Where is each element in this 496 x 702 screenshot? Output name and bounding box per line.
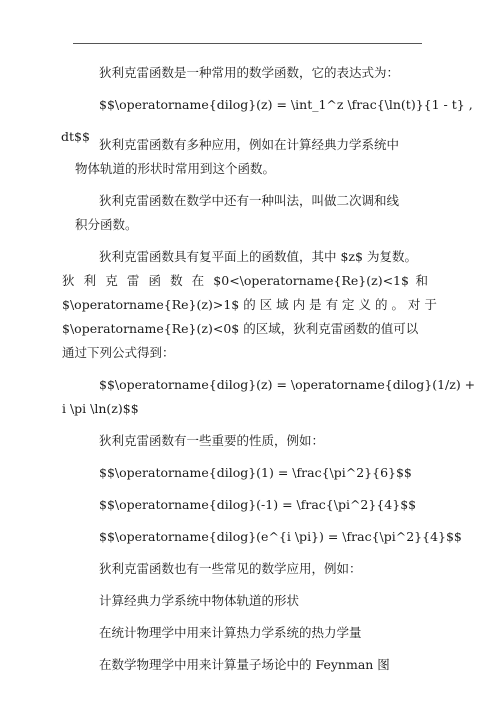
formula-line: $$\operatorname{dilog}(1) = \frac{\pi^2}{6}$$ xyxy=(99,465,412,480)
header-rule xyxy=(73,43,422,44)
formula-line: $$\operatorname{dilog}(e^{i \pi}) = \frac{\pi^2}{4}$$ xyxy=(99,529,462,544)
text-line: 狄利克雷函数有一些重要的性质，例如： xyxy=(99,433,325,448)
text-line: 狄利克雷函数也有一些常见的数学应用，例如： xyxy=(99,561,362,576)
text-line: 物体轨道的形状时常用到这个函数。 xyxy=(75,161,276,176)
text-line: $\operatorname{Re}(z)>1$ 的 区 域 内 是 有 定 义 的 。 对 于 xyxy=(62,297,437,312)
text-line: 狄利克雷函数在数学中还有一种叫法，叫做二次调和线 xyxy=(99,193,400,208)
text-line: $\operatorname{Re}(z)<0$ 的区域，狄利克雷函数的值可以 xyxy=(62,321,419,336)
text-line: 狄利克雷函数具有复平面上的函数值，其中 $z$ 为复数。 xyxy=(99,249,417,264)
formula-line: $$\operatorname{dilog}(-1) = \frac{\pi^2}{4}$$ xyxy=(99,497,417,512)
list-item: 在统计物理学中用来计算热力学系统的热力学量 xyxy=(99,625,362,640)
list-item: 计算经典力学系统中物体轨道的形状 xyxy=(99,593,300,608)
list-item: 在数学物理学中用来计算量子场论中的 Feynman 图 xyxy=(99,657,390,672)
formula-line: dt$$ xyxy=(61,129,90,144)
text-line: 通过下列公式得到： xyxy=(62,345,175,360)
formula-line: i \pi \ln(z)$$ xyxy=(62,401,139,416)
text-line: 积分函数。 xyxy=(75,217,138,232)
text-line: 狄利克雷函数是一种常用的数学函数，它的表达式为： xyxy=(99,65,400,80)
text-line: 狄利克雷函数有多种应用，例如在计算经典力学系统中 xyxy=(99,137,400,152)
formula-line: $$\operatorname{dilog}(z) = \operatorname{dilog}(1/z) + xyxy=(99,377,476,392)
text-line: 狄 利 克 雷 函 数 在 $0<\operatorname{Re}(z)<1$ 和 xyxy=(62,273,428,288)
formula-line: $$\operatorname{dilog}(z) = \int_1^z \frac{\ln(t)}{1 - t} , xyxy=(99,97,473,112)
